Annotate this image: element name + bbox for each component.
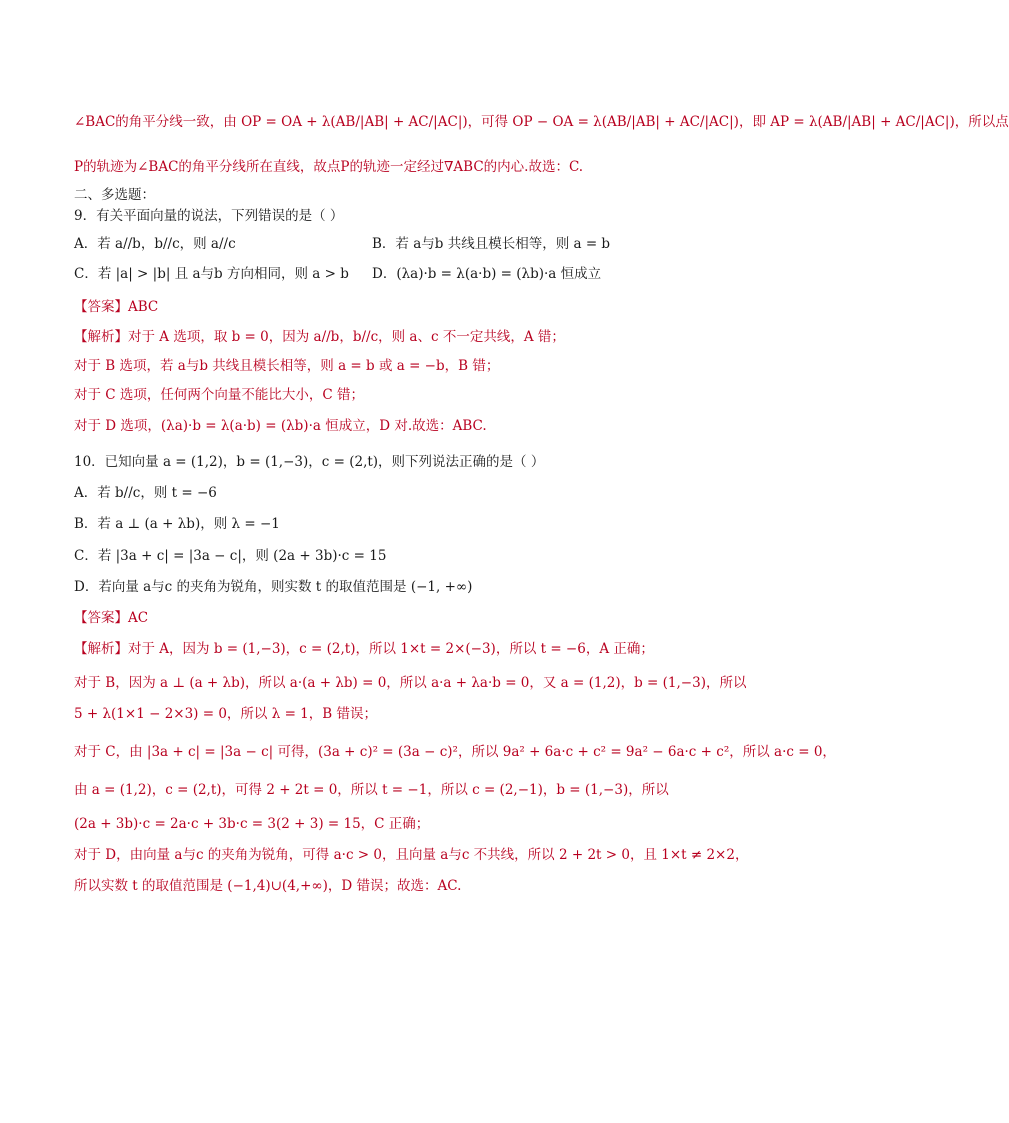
q9-option-b: B．若 a与b 共线且模长相等，则 a = b <box>372 236 611 252</box>
q10-analysis-5: 由 a = (1,2)，c = (2,t)，可得 2 + 2t = 0，所以 t = −1，所以 c = (2,−1)，b = (1,−3)，所以 <box>74 782 669 798</box>
q9-option-a: A．若 a//b，b//c，则 a//c <box>74 236 236 252</box>
q9-analysis-3: 对于 C 选项，任何两个向量不能比大小，C 错； <box>74 387 365 403</box>
continuation-line-1: ∠BAC的角平分线一致，由 OP = OA + λ(AB/|AB| + AC/|AC|)，可得 OP − OA = λ(AB/|AB| + AC/|AC|)，即 AP = λ(AB/|AB| + AC/|AC|)，所以点 <box>74 114 1009 130</box>
q9-analysis-4: 对于 D 选项，(λa)·b = λ(a·b) = (λb)·a 恒成立，D 对.故选：ABC. <box>74 418 487 434</box>
q9-analysis-text-1: 对于 A 选项，取 b = 0，因为 a//b，b//c，则 a、c 不一定共线，A 错； <box>128 329 565 345</box>
q10-answer-value: AC <box>128 610 149 626</box>
q10-analysis-7: 对于 D，由向量 a与c 的夹角为锐角，可得 a·c > 0，且向量 a与c 不共线，所以 2 + 2t > 0，且 1×t ≠ 2×2， <box>74 847 749 863</box>
q10-answer <box>74 608 148 628</box>
q9-answer-value: ABC <box>128 299 159 315</box>
q10-option-d: D．若向量 a与c 的夹角为锐角，则实数 t 的取值范围是 (−1, +∞) <box>74 579 473 595</box>
q10-analysis-3: 5 + λ(1×1 − 2×3) = 0，所以 λ = 1，B 错误； <box>74 706 377 722</box>
q9-analysis-2: 对于 B 选项，若 a与b 共线且模长相等，则 a = b 或 a = −b，B 错； <box>74 358 500 374</box>
q9-stem: 9．有关平面向量的说法，下列错误的是（ ） <box>74 208 344 224</box>
q10-option-c: C．若 |3a + c| = |3a − c|，则 (2a + 3b)·c = 15 <box>74 548 387 564</box>
continuation-line-2: P的轨迹为∠BAC的角平分线所在直线，故点P的轨迹一定经过∇ABC的内心.故选：C. <box>74 159 584 175</box>
q10-analysis-text-1: 对于 A，因为 b = (1,−3)，c = (2,t)，所以 1×t = 2×(−3)，所以 t = −6，A 正确； <box>128 641 654 657</box>
q10-option-a: A．若 b//c，则 t = −6 <box>74 485 217 501</box>
q9-answer-label: 【答案】 <box>74 299 128 315</box>
q9-answer <box>74 297 158 317</box>
q10-answer-label: 【答案】 <box>74 610 128 626</box>
section-heading: 二、多选题： <box>74 187 155 203</box>
q10-option-b: B．若 a ⊥ (a + λb)，则 λ = −1 <box>74 516 280 532</box>
q10-analysis-1 <box>74 639 654 659</box>
q10-analysis-2: 对于 B，因为 a ⊥ (a + λb)，所以 a·(a + λb) = 0，所以 a·a + λa·b = 0，又 a = (1,2)，b = (1,−3)，所以 <box>74 675 747 691</box>
q9-analysis-label: 【解析】 <box>74 329 128 345</box>
q9-option-d: D．(λa)·b = λ(a·b) = (λb)·a 恒成立 <box>372 266 602 282</box>
q10-analysis-label: 【解析】 <box>74 641 128 657</box>
q9-option-c: C．若 |a| > |b| 且 a与b 方向相同，则 a > b <box>74 266 349 282</box>
q10-analysis-4: 对于 C，由 |3a + c| = |3a − c| 可得，(3a + c)² = (3a − c)²，所以 9a² + 6a·c + c² = 9a² − 6a·c + c²，所以 a·c = 0， <box>74 744 836 760</box>
q10-analysis-6: (2a + 3b)·c = 2a·c + 3b·c = 3(2 + 3) = 15，C 正确； <box>74 816 430 832</box>
q10-stem: 10．已知向量 a = (1,2)，b = (1,−3)，c = (2,t)，则下列说法正确的是（ ） <box>74 454 545 470</box>
q10-analysis-8: 所以实数 t 的取值范围是 (−1,4)∪(4,+∞)，D 错误；故选：AC. <box>74 878 462 894</box>
q9-analysis-1 <box>74 327 565 347</box>
